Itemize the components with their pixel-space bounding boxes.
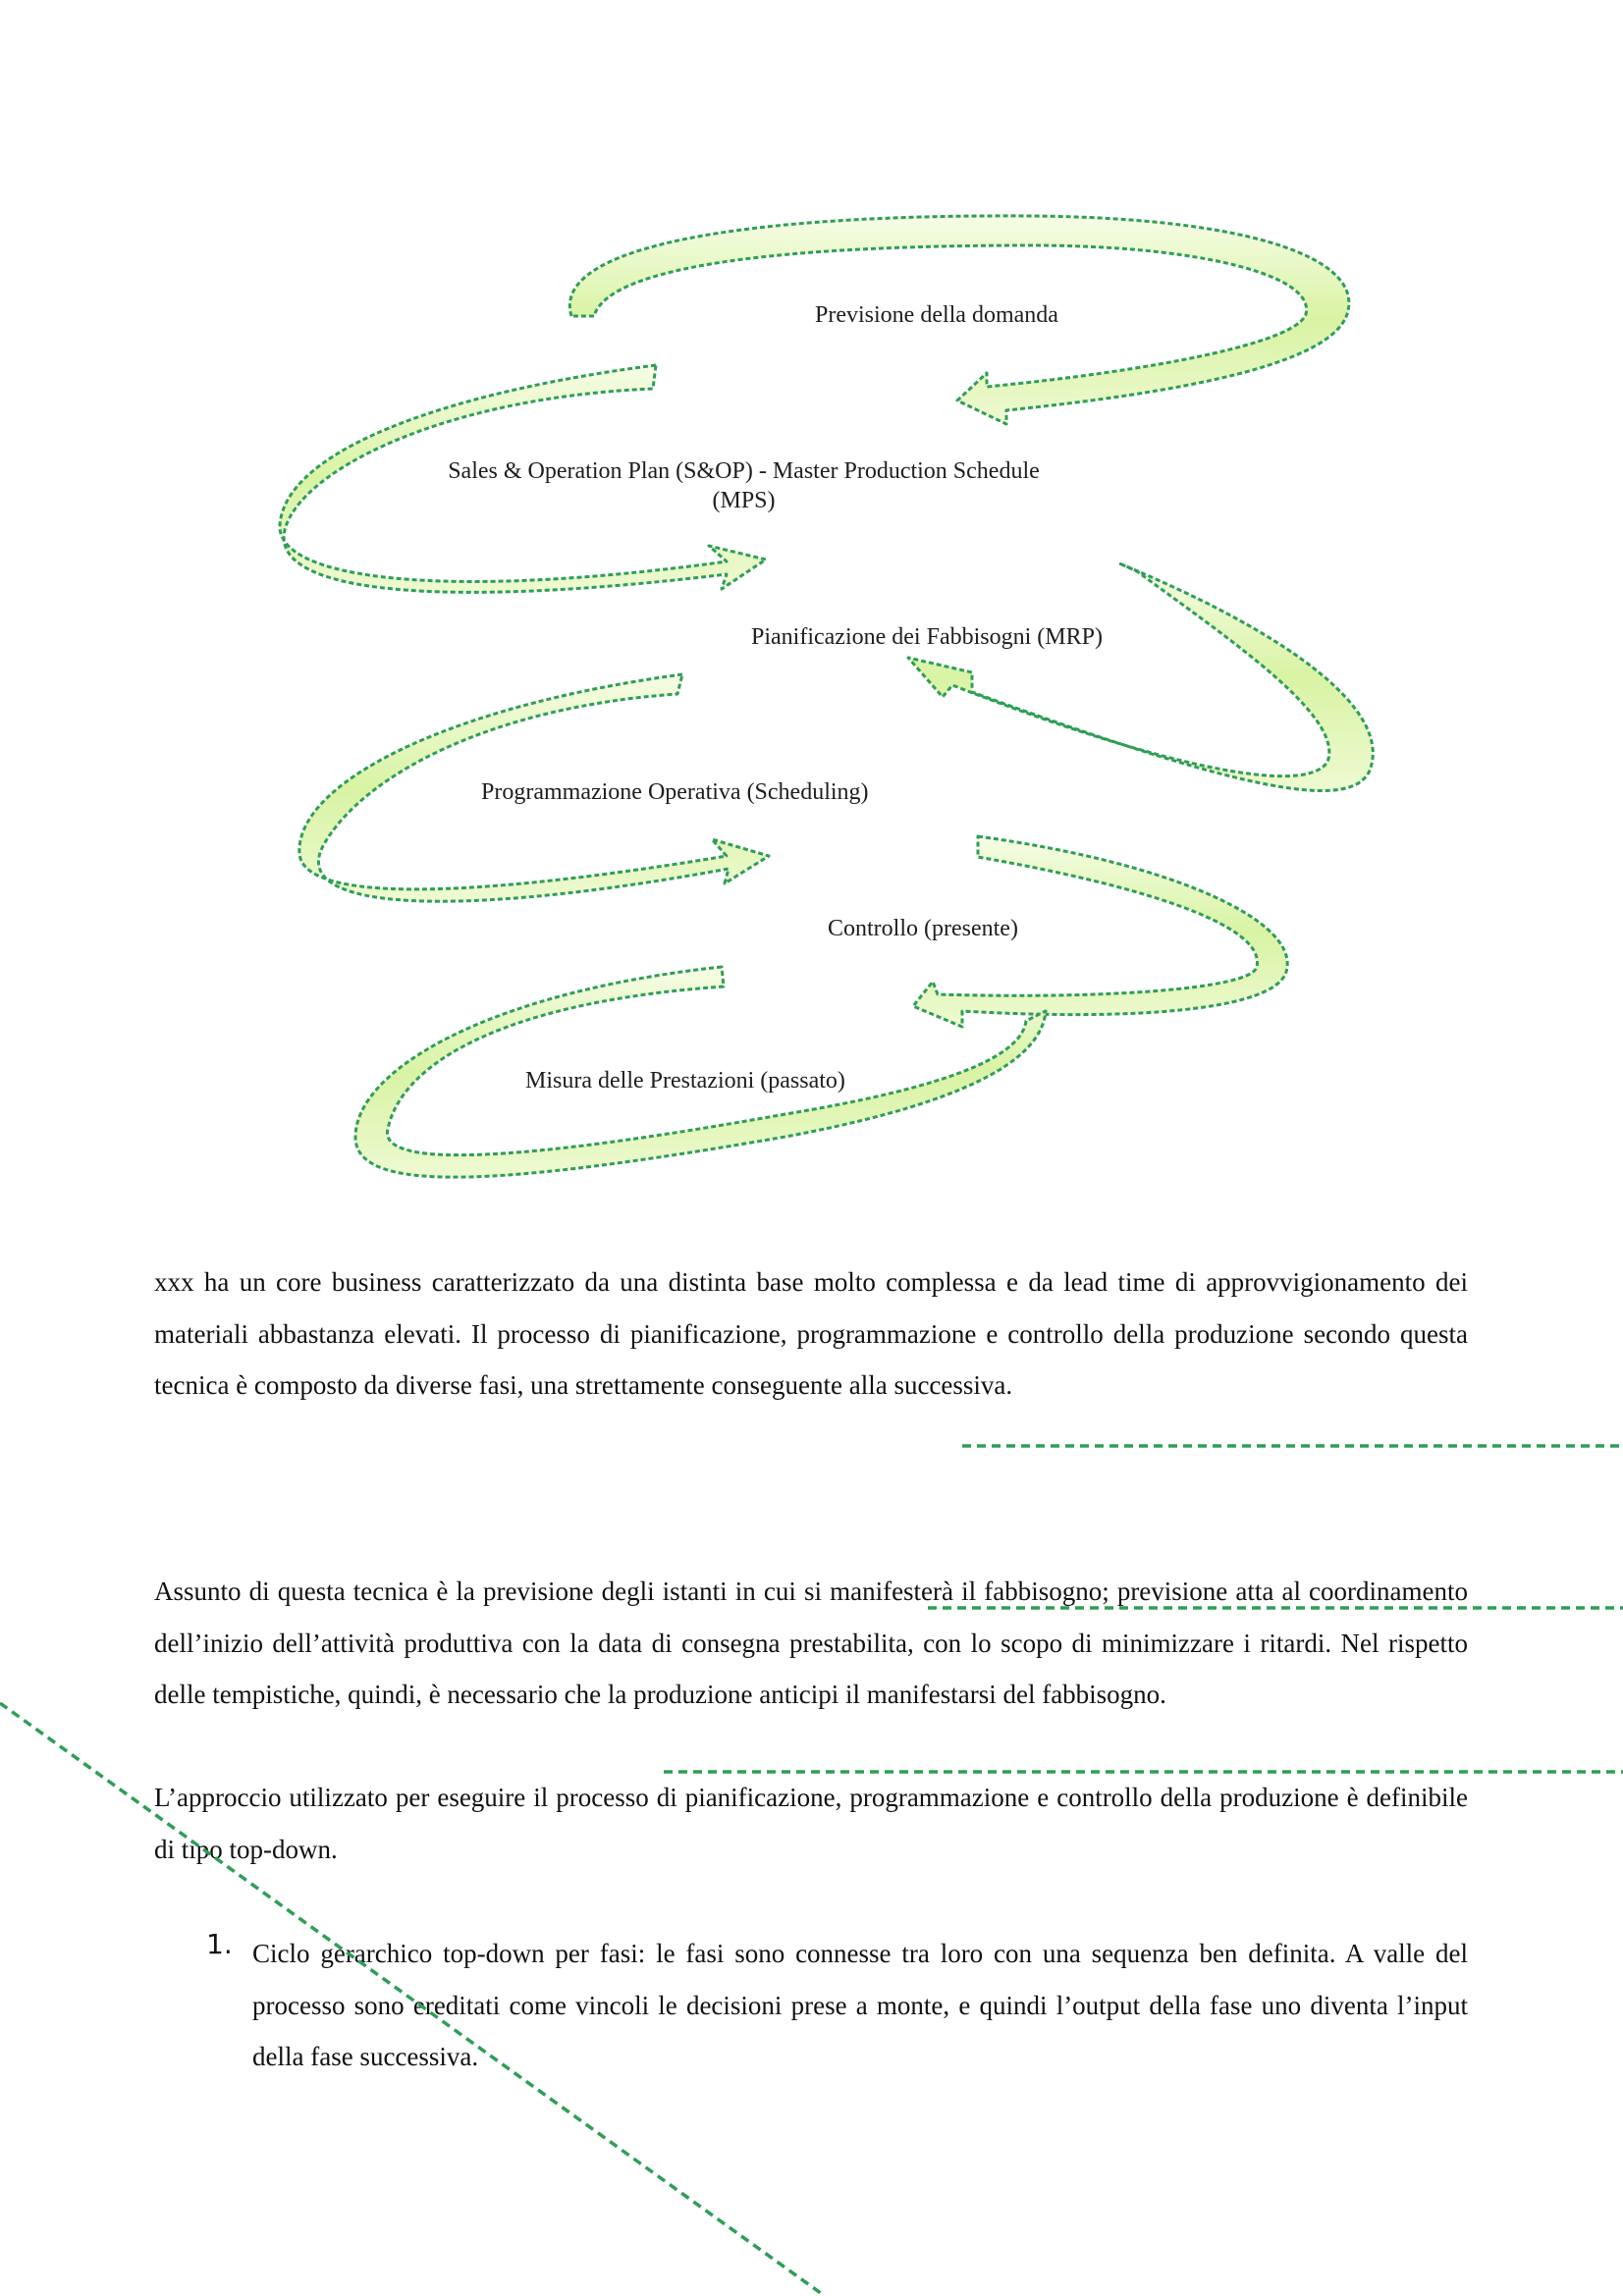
list-item-text: Ciclo gerarchico top-down per fasi: le fasi sono connesse tra loro con una sequenza ben definita. A valle del processo sono ereditati come vincoli le decisioni prese a monte, e quindi l’output della fase uno diventa l’input della fase successiva. — [252, 1939, 1468, 2071]
cycle-arrow-3 — [908, 563, 1373, 791]
step-demand-forecast: Previsione della domanda — [815, 302, 1058, 328]
step-sop-mps — [373, 456, 1114, 515]
step-control: Controllo (presente) — [828, 916, 1018, 941]
paragraph-approach: L’approccio utilizzato per eseguire il processo di pianificazione, programmazione e controllo della produzione è definibile di tipo top-down. — [154, 1783, 1468, 1864]
step-sop-mps-line1: Sales & Operation Plan (S&OP) - Master Production Schedule — [448, 458, 1040, 484]
step-mrp: Pianificazione dei Fabbisogni (MRP) — [751, 624, 1103, 650]
step-performance: Misura delle Prestazioni (passato) — [525, 1068, 845, 1094]
paragraph-intro: xxx ha un core business caratterizzato da una distinta base molto complessa e da lead time di approvvigionamento dei materiali abbastanza elevati. Il processo di pianificazione, programmazione e controllo della produzione secondo questa tecnica è composto da diverse fasi, una strettamente conseguente alla successiva. — [154, 1267, 1468, 1400]
paragraph-assumption: Assunto di questa tecnica è la previsione degli istanti in cui si manifesterà il fabbisogno; previsione atta al coordinamento dell’inizio dell’attività produttiva con la data di consegna prestabilita, con lo scopo di minimizzare i ritardi. Nel rispetto delle tempistiche, quindi, è necessario che la produzione anticipi il manifestarsi del fabbisogno. — [154, 1576, 1468, 1709]
list-item-number: 1. — [206, 1928, 233, 1960]
step-sop-mps-line2: (MPS) — [712, 488, 776, 513]
step-scheduling: Programmazione Operativa (Scheduling) — [481, 779, 869, 805]
